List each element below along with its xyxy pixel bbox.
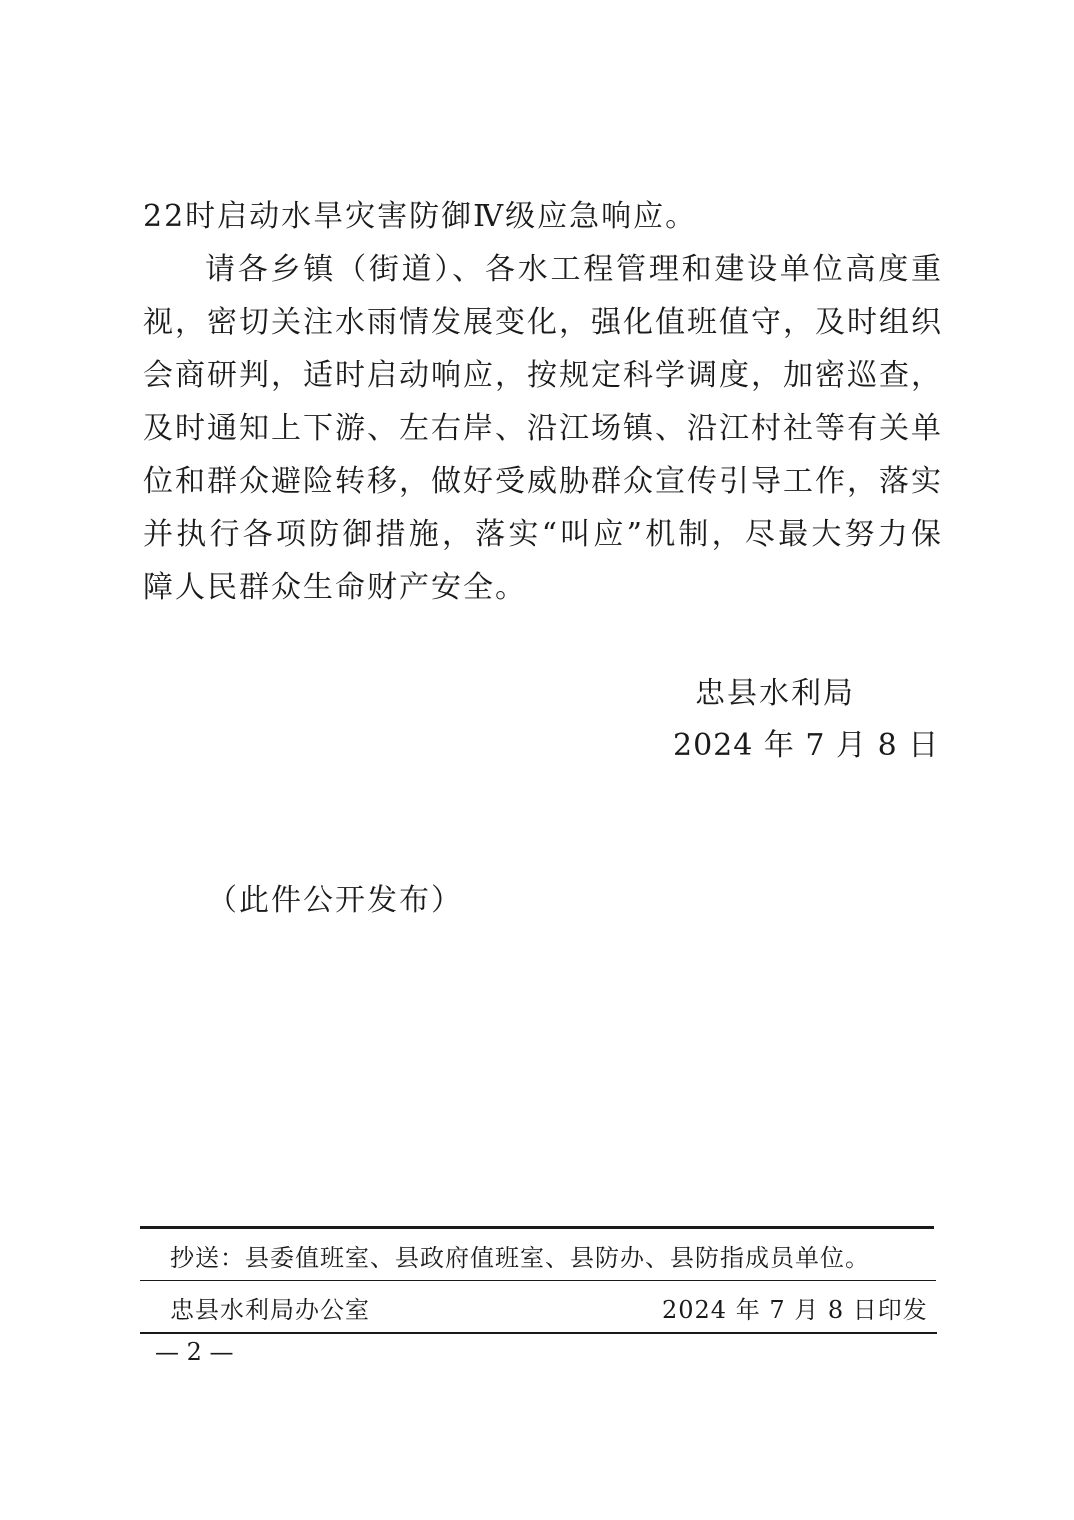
body-text <box>143 190 943 614</box>
footer-rule-top <box>140 1226 934 1229</box>
issuing-office: 忠县水利局办公室 <box>170 1296 370 1324</box>
print-date: 2024 年 7 月 8 日印发 <box>662 1296 928 1324</box>
paragraph-continuation: 22时启动水旱灾害防御Ⅳ级应急响应。 <box>143 199 698 234</box>
signature-date: 2024 年 7 月 8 日 <box>673 728 940 763</box>
public-release-note: （此件公开发布） <box>207 883 463 918</box>
signature-organization: 忠县水利局 <box>695 676 855 711</box>
page-number: — 2 — <box>155 1338 234 1366</box>
paragraph-instructions: 请各乡镇（街道）、各水工程管理和建设单位高度重视，密切关注水雨情发展变化，强化值班值守，及时组织会商研判，适时启动响应，按规定科学调度，加密巡查，及时通知上下游、左右岸、沿江场镇、沿江村社等有关单位和群众避险转移，做好受威胁群众宣传引导工作，落实并执行各项防御措施，落实“叫应”机制，尽最大努力保障人民群众生命财产安全。 <box>143 252 943 605</box>
footer-rule-middle <box>140 1280 936 1281</box>
cc-line: 抄送：县委值班室、县政府值班室、县防办、县防指成员单位。 <box>170 1244 870 1272</box>
footer-rule-bottom <box>140 1332 937 1334</box>
